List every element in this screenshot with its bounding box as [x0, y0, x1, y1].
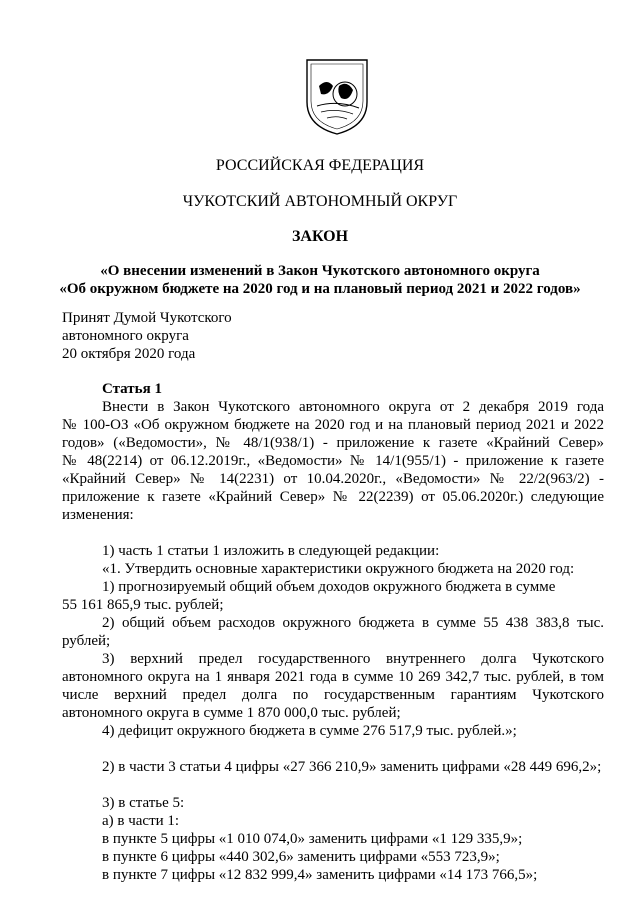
- item-1-point-4: 4) дефицит окружного бюджета в сумме 276 517,9 тыс. рублей.»;: [102, 723, 517, 739]
- item-3-sub-6: в пункте 6 цифры «440 302,6» заменить цифрами «553 723,9»;: [102, 849, 500, 865]
- region-heading: ЧУКОТСКИЙ АВТОНОМНЫЙ ОКРУГ: [182, 193, 458, 210]
- article-heading: Статья 1: [102, 381, 162, 397]
- item-1-point-3: 3) верхний предел государственного внутреннего долга Чукотского: [102, 651, 604, 667]
- law-title-line-1: «О внесении изменений в Закон Чукотского автономного округа: [100, 263, 540, 279]
- adoption-line: Принят Думой Чукотского: [62, 310, 232, 326]
- intro-line: годов» («Ведомости», № 48/1(938/1) - приложение к газете «Крайний Север»: [62, 435, 604, 451]
- intro-line: «Крайний Север» № 14(2231) от 10.04.2020г., «Ведомости» № 22/2(963/2) -: [62, 471, 604, 487]
- intro-line: Внести в Закон Чукотского автономного округа от 2 декабря 2019 года: [102, 399, 604, 415]
- item-1-quote: «1. Утвердить основные характеристики окружного бюджета на 2020 год:: [102, 561, 575, 577]
- law-title-line-2: «Об окружном бюджете на 2020 год и на плановый период 2021 и 2022 годов»: [59, 281, 581, 297]
- country-heading: РОССИЙСКАЯ ФЕДЕРАЦИЯ: [215, 157, 425, 174]
- item-1-point-2: 2) общий объем расходов окружного бюджета в сумме 55 438 383,8 тыс.: [102, 615, 604, 631]
- document-type: ЗАКОН: [291, 228, 349, 245]
- item-3-sub-5: в пункте 5 цифры «1 010 074,0» заменить цифрами «1 129 335,9»;: [102, 831, 523, 847]
- item-1-point-3-cont: автономного округа в сумме 1 870 000,0 тыс. рублей;: [62, 705, 401, 721]
- intro-line: приложение к газете «Крайний Север» № 22(2239) от 05.06.2020г.) следующие: [62, 489, 604, 505]
- item-1-point-1-cont: 55 161 865,9 тыс. рублей;: [62, 597, 224, 613]
- intro-line: № 100-ОЗ «Об окружном бюджете на 2020 год и на плановый период 2021 и 2022: [62, 417, 604, 433]
- adoption-block: [62, 309, 362, 363]
- adoption-line: автономного округа: [62, 328, 189, 344]
- intro-line: № 48(2214) от 06.12.2019г., «Ведомости» № 14/1(955/1) - приложение к газете: [62, 453, 604, 469]
- item-1-point-3-cont: автономного округа на 1 января 2021 года в сумме 10 269 342,7 тыс. рублей, в том: [62, 669, 604, 685]
- item-1-point-3-cont: числе верхний предел долга по государственным гарантиям Чукотского: [62, 687, 604, 703]
- item-1-point-1: 1) прогнозируемый общий объем доходов окружного бюджета в сумме: [102, 579, 556, 595]
- item-1-point-2-cont: рублей;: [62, 633, 111, 649]
- article-body: [62, 380, 604, 884]
- adoption-date: 20 октября 2020 года: [62, 346, 196, 362]
- item-2: 2) в части 3 статьи 4 цифры «27 366 210,9» заменить цифрами «28 449 696,2»;: [102, 759, 602, 775]
- intro-line: изменения:: [62, 507, 134, 523]
- item-3-a: а) в части 1:: [102, 813, 180, 829]
- item-1-intro: 1) часть 1 статьи 1 изложить в следующей редакции:: [102, 543, 440, 559]
- item-3-intro: 3) в статье 5:: [102, 795, 185, 811]
- coat-of-arms-emblem: [303, 56, 371, 136]
- item-3-sub-7: в пункте 7 цифры «12 832 999,4» заменить цифрами «14 173 766,5»;: [102, 867, 538, 883]
